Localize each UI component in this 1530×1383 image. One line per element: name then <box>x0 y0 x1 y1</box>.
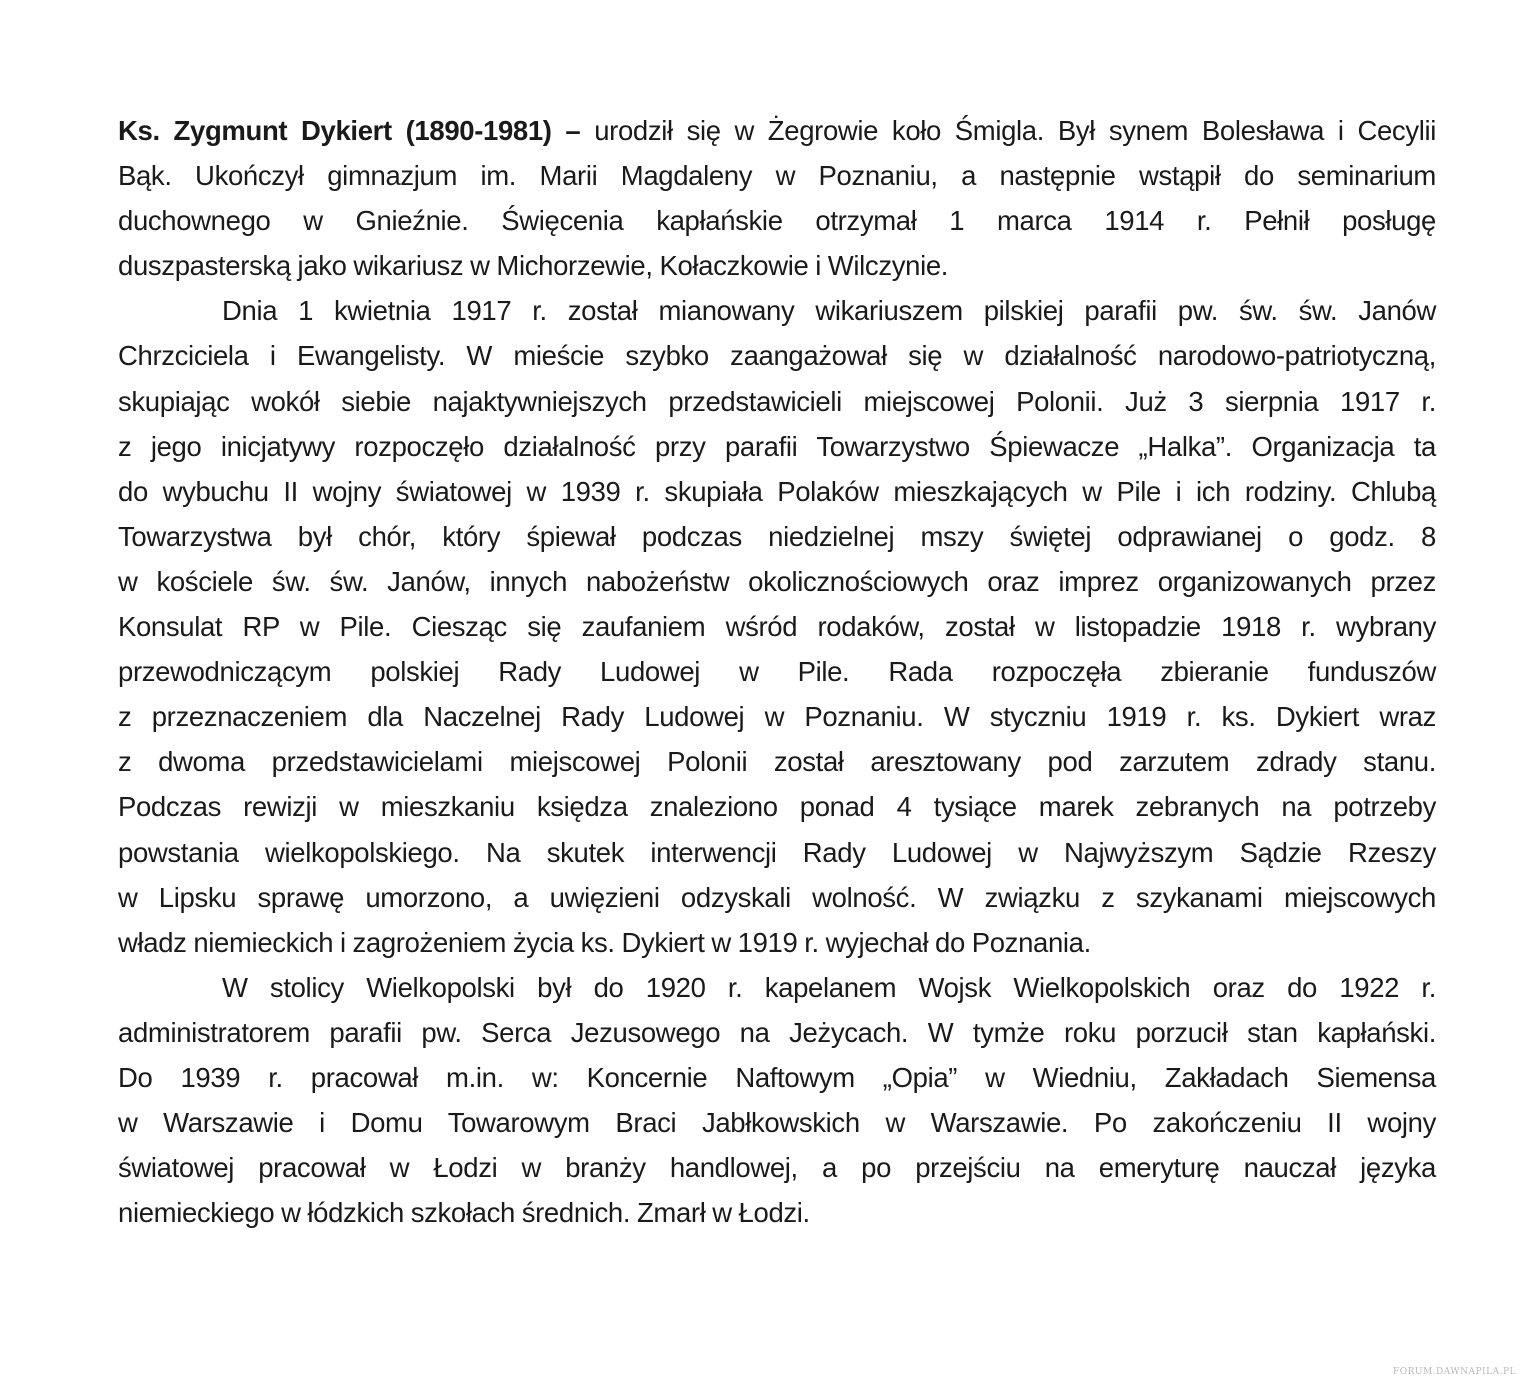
paragraph-line: przewodniczącym polskiej Rady Ludowej w Pile. Rada rozpoczęła zbieranie funduszów <box>118 656 1436 688</box>
paragraph-line: władz niemieckich i zagrożeniem życia ks. Dykiert w 1919 r. wyjechał do Poznania. <box>118 926 1091 958</box>
biography-heading: Ks. Zygmunt Dykiert (1890-1981) – <box>118 115 581 146</box>
paragraph-line: Ks. Zygmunt Dykiert (1890-1981) – urodził się w Żegrowie koło Śmigla. Był synem Bolesława i Cecylii <box>118 115 1437 146</box>
paragraph-line: Towarzystwa był chór, który śpiewał podczas niedzielnej mszy świętej odprawianej o godz. 8 <box>118 520 1436 552</box>
paragraph-line: skupiając wokół siebie najaktywniejszych przedstawicieli miejscowej Polonii. Już 3 sierpnia 1917 r. <box>118 385 1436 417</box>
paragraph-line: w Lipsku sprawę umorzono, a uwięzieni odzyskali wolność. W związku z szykanami miejscowych <box>118 881 1436 913</box>
paragraph-3 <box>118 965 1436 1236</box>
paragraph-line: Dnia 1 kwietnia 1917 r. został mianowany wikariuszem pilskiej parafii pw. św. św. Janów <box>222 295 1436 327</box>
paragraph-line: z dwoma przedstawicielami miejscowej Polonii został aresztowany pod zarzutem zdrady stanu. <box>118 746 1436 778</box>
paragraph-line: w kościele św. św. Janów, innych nabożeństw okolicznościowych oraz imprez organizowanych przez <box>118 565 1436 597</box>
paragraph-line: Konsulat RP w Pile. Ciesząc się zaufaniem wśród rodaków, został w listopadzie 1918 r. wybrany <box>118 611 1436 643</box>
paragraph-line: do wybuchu II wojny światowej w 1939 r. skupiała Polaków mieszkających w Pile i ich rodziny. Chlubą <box>118 475 1436 507</box>
paragraph-line: światowej pracował w Łodzi w branży handlowej, a po przejściu na emeryturę nauczał języka <box>118 1152 1436 1184</box>
paragraph-line: w Warszawie i Domu Towarowym Braci Jabłkowskich w Warszawie. Po zakończeniu II wojny <box>118 1107 1436 1139</box>
document-body <box>118 108 1436 1235</box>
paragraph-line: z przeznaczeniem dla Naczelnej Rady Ludowej w Poznaniu. W styczniu 1919 r. ks. Dykiert wraz <box>118 701 1436 733</box>
paragraph-2 <box>118 288 1436 964</box>
paragraph-line: administratorem parafii pw. Serca Jezusowego na Jeżycach. W tymże roku porzucił stan kapłański. <box>118 1016 1436 1048</box>
paragraph-1 <box>118 108 1436 288</box>
paragraph-line: Do 1939 r. pracował m.in. w: Koncernie Naftowym „Opia” w Wiedniu, Zakładach Siemensa <box>118 1061 1436 1093</box>
paragraph-line: Bąk. Ukończył gimnazjum im. Marii Magdaleny w Poznaniu, a następnie wstąpił do seminarium <box>118 160 1436 192</box>
site-watermark: FORUM.DAWNAPILA.PL <box>1392 1367 1516 1377</box>
paragraph-line: duchownego w Gnieźnie. Święcenia kapłańskie otrzymał 1 marca 1914 r. Pełnił posługę <box>118 205 1436 237</box>
paragraph-line: z jego inicjatywy rozpoczęło działalność przy parafii Towarzystwo Śpiewacze „Halka”. Organizacja ta <box>118 430 1436 462</box>
paragraph-line: niemieckiego w łódzkich szkołach średnich. Zmarł w Łodzi. <box>118 1197 810 1229</box>
paragraph-line: duszpasterską jako wikariusz w Michorzewie, Kołaczkowie i Wilczynie. <box>118 250 949 282</box>
paragraph-line: powstania wielkopolskiego. Na skutek interwencji Rady Ludowej w Najwyższym Sądzie Rzeszy <box>118 836 1436 868</box>
paragraph-line: W stolicy Wielkopolski był do 1920 r. kapelanem Wojsk Wielkopolskich oraz do 1922 r. <box>222 971 1436 1003</box>
paragraph-line: Chrzciciela i Ewangelisty. W mieście szybko zaangażował się w działalność narodowo-patriotyczną, <box>118 340 1436 372</box>
paragraph-line: Podczas rewizji w mieszkaniu księdza znaleziono ponad 4 tysiące marek zebranych na potrzeby <box>118 791 1436 823</box>
